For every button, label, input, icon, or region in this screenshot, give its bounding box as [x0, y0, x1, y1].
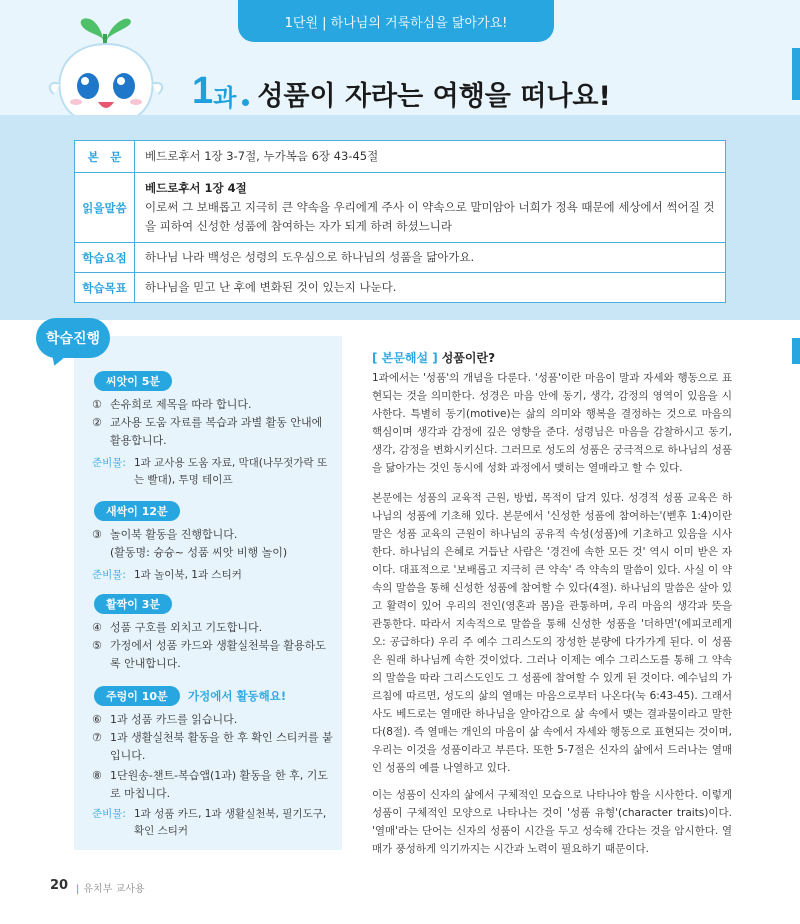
- info-label: 학습요점: [75, 243, 135, 273]
- reading-reference: 베드로후서 1장 4절: [145, 181, 247, 195]
- explanation-heading: [372, 349, 495, 366]
- step-pill-sprout: 새싹이 12분: [94, 501, 180, 521]
- lesson-title: [192, 50, 611, 110]
- explanation-paragraph: 1과에서는 '성품'의 개념을 다룬다. '성품'이란 마음이 말과 자세와 행동으로 표현되는 것을 의미한다. 성경은 마음 안에 동기, 생각, 감정의 영역이 있음을 시사한다. 특별히 동기(motive)는 삶의 의미와 행복을 결정하는 것으로 마음의 핵심이며 생각과 감정에 깊은 영향을 준다. 성령님은 마음을 감찰하시고 동기, 생각, 감정을 변화시키신다. 그러므로 성도의 성품은 궁극적으로 하나님의 성품을 닮아가는 것인 동시에 성화 과정에서 맺히는 열매라고 할 수 있다.: [372, 372, 732, 474]
- info-label: 학습목표: [75, 273, 135, 303]
- progress-item: ⑧ 1단원송-챈트-복습앱(1과) 활동을 한 후, 기도로 마칩니다.: [92, 769, 329, 800]
- info-value: [135, 173, 726, 243]
- side-index-tab: [792, 338, 800, 364]
- explanation-title: 성품이란?: [441, 351, 496, 365]
- side-index-tab: [792, 48, 800, 100]
- info-value: 하나님을 믿고 난 후에 변화된 것이 있는지 나눈다.: [135, 273, 726, 303]
- info-label: 읽을말씀: [75, 173, 135, 243]
- info-row-text: [75, 141, 726, 173]
- step-pill-fruit: 주렁이 10분: [94, 686, 180, 706]
- reading-verse: 이로써 그 보배롭고 지극히 큰 약속을 우리에게 주사 이 약속으로 말미암아 너희가 정욕 때문에 세상에서 썩어질 것을 피하여 신성한 성품에 참여하는 자가 되게 하려 하셨느니라: [145, 200, 715, 233]
- lesson-info-table: [74, 140, 726, 303]
- progress-item: ④ 성품 구호를 외치고 기도합니다.: [92, 621, 263, 634]
- page-number: 20: [50, 878, 69, 893]
- materials-note: 준비물: 1과 놀이북, 1과 스티커: [92, 569, 242, 581]
- progress-item: ⑥ 1과 성품 카드를 읽습니다.: [92, 713, 238, 726]
- materials-note: 준비물: 1과 교사용 도움 자료, 막대(나무젓가락 또는 빨대), 투명 테이프: [92, 457, 328, 486]
- seed-mascot-icon: [40, 14, 170, 126]
- step-pill-seed: 씨앗이 5분: [94, 371, 172, 391]
- info-row-point: [75, 243, 726, 273]
- materials-note: 준비물: 1과 성품 카드, 1과 생활실천북, 필기도구, 확인 스티커: [92, 808, 327, 837]
- unit-tab: 1단원 | 하나님의 거룩하심을 닮아가요!: [238, 0, 554, 42]
- explanation-tag: [ 본문해설 ]: [372, 351, 438, 365]
- explanation-paragraph: 본문에는 성품의 교육적 근원, 방법, 목적이 담겨 있다. 성경적 성품 교육은 하나님의 성품에 기초해 있다. 본문에서 '신성한 성품에 참여하는'(벧후 1:4)이란 말은 성품 교육의 근원이 하나님의 공유적 속성(성품)에 기초하고 있음을 시사한다. 하나님의 은혜로 거듭난 사람은 '경건에 속한 모든 것' 역시 이미 받은 자이다. 대표적으로 '보배롭고 지극히 큰 약속' 즉 약속의 말씀이 있다. 사실 이 약속의 말씀을 통해 신성한 성품에 참여할 수 있다(4절). 하나님의 말씀은 살아 있고 활력이 있어 우리의 전인(영혼과 몸)을 관통하며, 우리 마음의 생각과 뜻을 관통한다. 따라서 지속적으로 말씀을 통해 신성한 성품을 '더하면'(에피코레게오: 공급하다) 우리 주 예수 그리스도의 장성한 분량에 다가가게 된다. 이 성품은 원래 하나님께 속한 것이었다. 그러나 이제는 예수 그리스도를 통해 그 약속의 말씀을 따라 그리스도인도 그 성품에 참여할 수 있게 된 것이다. 예수님의 가르침에 따르면, 성도의 삶의 열매는 마음으로부터 나온다(눅 6:43-45). 그래서 사도 베드로는 열매란 하나님을 알아감으로 삶 속에서 맺는 결과물이라고 말한다(8절). 즉 열매는 개인의 마음이 삶 속에서 자세와 행동으로 표현되는 것이며, 우리는 이것을 성품이라고 부른다. 또한 5-7절은 신자의 삶에서 드러나는 열매인 성품의 예를 나열하고 있다.: [372, 492, 732, 774]
- lesson-suffix: 과: [213, 84, 237, 112]
- progress-item: ⑤ 가정에서 성품 카드와 생활실천북을 활용하도록 안내합니다.: [92, 639, 326, 670]
- info-row-reading: [75, 173, 726, 243]
- progress-item: ① 손유희로 제목을 따라 합니다.: [92, 398, 252, 411]
- info-label: 본 문: [75, 141, 135, 173]
- footer-text: | 유치부 교사용: [76, 884, 145, 895]
- home-activity-label: 가정에서 활동해요!: [188, 689, 287, 703]
- progress-item: ③ 놀이북 활동을 진행합니다.: [92, 528, 238, 541]
- title-dot: [242, 99, 249, 106]
- lesson-number: 1: [192, 70, 214, 112]
- progress-item: ⑦ 1과 생활실천북 활동을 한 후 확인 스티커를 붙입니다.: [92, 731, 333, 762]
- info-row-goal: [75, 273, 726, 303]
- explanation-paragraph: 이는 성품이 신자의 삶에서 구체적인 모습으로 나타나야 함을 시사한다. 이렇게 성품이 구체적인 모양으로 나타나는 것이 '성품 유형'(character traits)이다. '열매'라는 단어는 신자의 성품이 시간을 두고 성숙해 간다는 것을 암시한다. 열매가 풍성하게 익기까지는 시간과 노력이 필요하기 때문이다.: [372, 789, 732, 855]
- footer-divider: |: [76, 884, 80, 895]
- learning-progress-badge: 학습진행: [36, 318, 110, 358]
- info-value: 베드로후서 1장 3-7절, 누가복음 6장 43-45절: [135, 141, 726, 173]
- progress-item: ② 교사용 도움 자료를 복습과 과별 활동 안내에 활용합니다.: [92, 416, 323, 447]
- info-value: 하나님 나라 백성은 성령의 도우심으로 하나님의 성품을 닮아가요.: [135, 243, 726, 273]
- progress-item: (활동명: 슝슝~ 성품 씨앗 비행 놀이): [110, 546, 288, 559]
- step-pill-bloom: 활짝이 3분: [94, 594, 172, 614]
- lesson-title-text: 성품이 자라는 여행을 떠나요!: [257, 81, 611, 112]
